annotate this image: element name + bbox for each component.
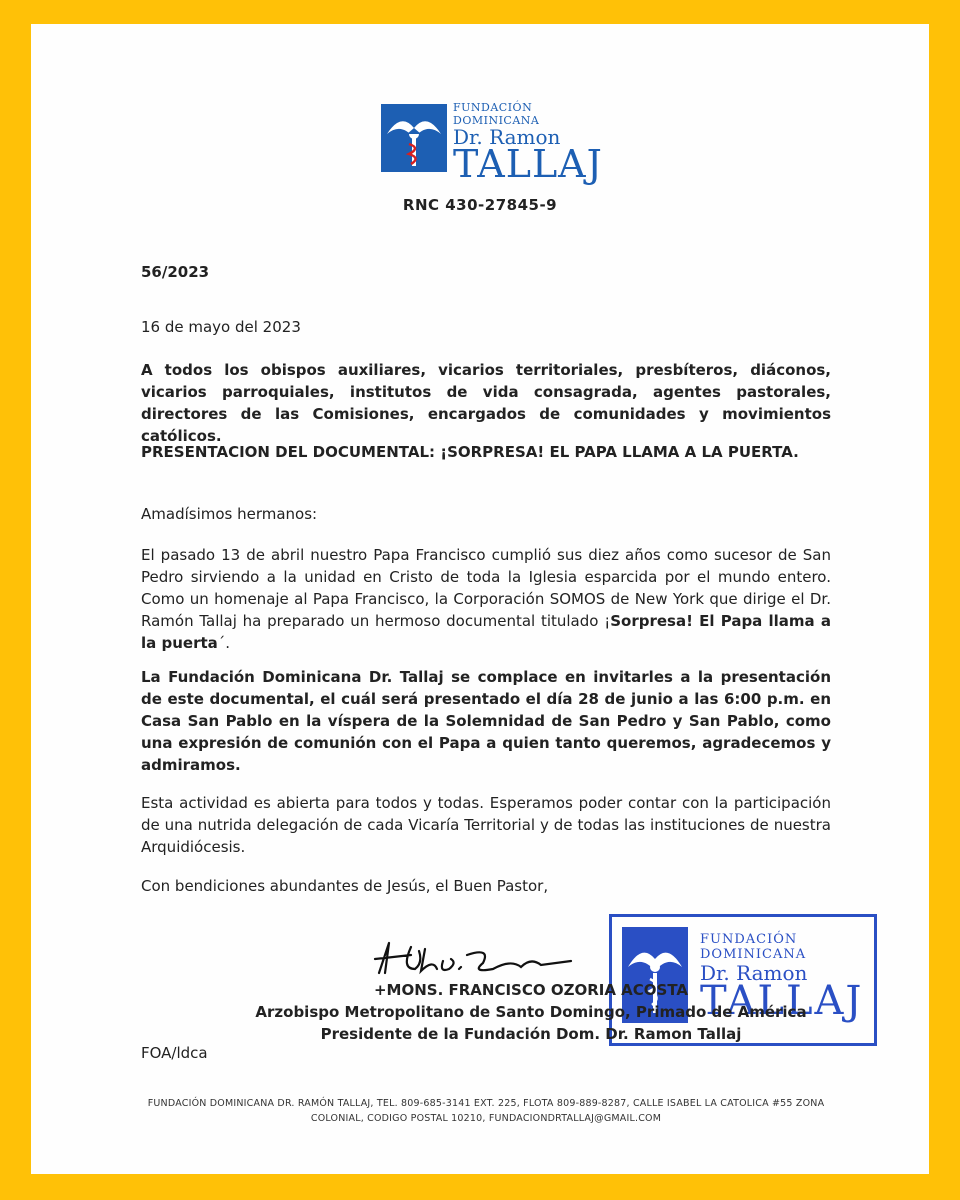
documentary-title: Sorpresa! El Papa llama a la puerta bbox=[141, 612, 831, 652]
subject-line: PRESENTACION DEL DOCUMENTAL: ¡SORPRESA! EL PAPA LLAMA A LA PUERTA. bbox=[141, 443, 799, 461]
closing-line: Con bendiciones abundantes de Jesús, el Buen Pastor, bbox=[141, 877, 549, 895]
reference-number: 56/2023 bbox=[141, 263, 210, 281]
signatory-name: +MONS. FRANCISCO OZORIA ACOSTA bbox=[373, 981, 689, 999]
paragraph-1-tail: ´. bbox=[217, 634, 231, 652]
paragraph-2: La Fundación Dominicana Dr. Tallaj se complace en invitarles a la presentación de este documental, el cuál será presentado el día 28 de junio a las 6:00 p.m. en Casa San Pablo en la víspera de la Solemnidad de San Pedro y San Pablo, como una expresión de comunión con el Papa a quien tanto queremos, agradecemos y admiramos. bbox=[141, 668, 831, 774]
paragraph-1-text: El pasado 13 de abril nuestro Papa Francisco cumplió sus diez años como sucesor de San Pedro sirviendo a la unidad en Cristo de toda la Iglesia esparcida por el mundo entero. Como un homenaje al Papa Francisco, la Corporación SOMOS de New York que dirige el Dr. Ramón Tallaj ha preparado un hermoso documental titulado ¡ bbox=[141, 546, 831, 630]
signatory-title: Arzobispo Metropolitano de Santo Domingo, Primado de América bbox=[255, 1003, 807, 1021]
letter-page bbox=[31, 24, 929, 1174]
stamp-line-tallaj: TALLAJ bbox=[700, 978, 864, 1024]
foundation-logo bbox=[381, 102, 611, 198]
letter-footer bbox=[141, 1096, 831, 1126]
stamp-line-dominicana: DOMINICANA bbox=[700, 947, 807, 962]
addressees: A todos los obispos auxiliares, vicarios territoriales, presbíteros, diáconos, vicarios parroquiales, institutos de vida consagrada, agentes pastorales, directores de las Comisiones, encargados de comunidades y movimientos católicos. bbox=[141, 361, 831, 445]
logo-wordmark bbox=[453, 101, 603, 186]
stamp-line-fundacion: FUNDACIÓN bbox=[700, 932, 798, 947]
greeting: Amadísimos hermanos: bbox=[141, 505, 318, 523]
paragraph-1 bbox=[141, 544, 831, 654]
logo-line-tallaj: TALLAJ bbox=[453, 142, 603, 186]
logo-line-fundacion: FUNDACIÓN bbox=[453, 101, 533, 114]
stamp-line-dr-ramon: Dr. Ramon bbox=[700, 961, 808, 985]
paragraph-3: Esta actividad es abierta para todos y todas. Esperamos poder contar con la participación de una nutrida delegación de cada Vicaría Territorial y de todas las instituciones de nuestra Arquidiócesis. bbox=[141, 794, 831, 856]
signature-block bbox=[181, 979, 881, 1045]
logo-line-dr-ramon: Dr. Ramon bbox=[453, 125, 561, 149]
letter-date: 16 de mayo del 2023 bbox=[141, 318, 301, 336]
rnc-number: RNC 430-27845-9 bbox=[402, 196, 558, 214]
footer-line-1: FUNDACIÓN DOMINICANA DR. RAMÓN TALLAJ, TEL. 809-685-3141 EXT. 225, FLOTA 809-889-8287, CALLE ISABEL LA CATOLICA #55 ZONA bbox=[147, 1098, 825, 1109]
hands-caduceus-icon bbox=[381, 104, 447, 172]
initials: FOA/ldca bbox=[141, 1044, 208, 1062]
logo-line-dominicana: DOMINICANA bbox=[453, 114, 540, 127]
footer-line-2: COLONIAL, CODIGO POSTAL 10210, FUNDACIONDRTALLAJ@GMAIL.COM bbox=[310, 1113, 662, 1124]
signatory-role: Presidente de la Fundación Dom. Dr. Ramon Tallaj bbox=[320, 1025, 742, 1043]
logo-emblem bbox=[381, 104, 447, 172]
